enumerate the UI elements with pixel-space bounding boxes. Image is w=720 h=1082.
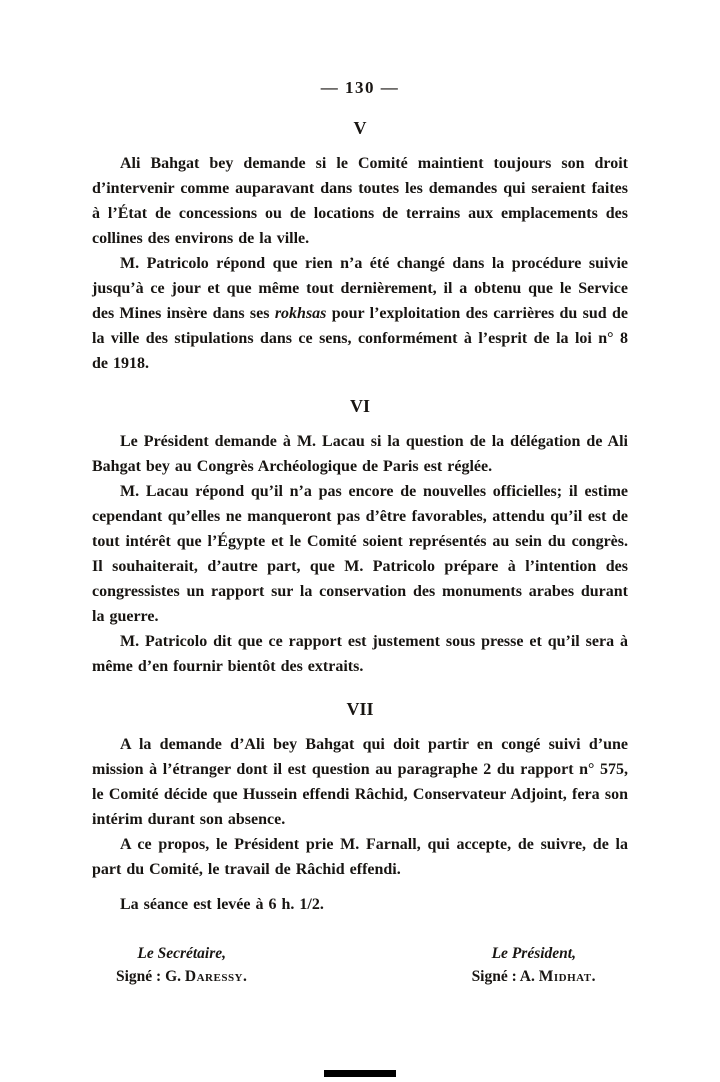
signed-prefix: Signé : A.: [471, 968, 539, 985]
section-vii-heading: VII: [346, 699, 374, 719]
signature-block: [92, 945, 628, 986]
paragraph-vii-2: A ce propos, le Président prie M. Farnall, qui accepte, de suivre, de la part du Comité, le travail de Râchid effendi.: [92, 836, 628, 878]
signature-name-president: [472, 968, 596, 986]
page-number: — 130 —: [320, 78, 400, 97]
section-vii: [92, 699, 628, 917]
paragraph-text: M. Patricolo répond que rien n’a été changé dans la procédure suivie jusqu’à ce jour et que même tout dernièrement, il a obtenu que le Service des Mines insère dans ses: [92, 255, 628, 322]
paragraph-vii-1: A la demande d’Ali bey Bahgat qui doit partir en congé suivi d’une mission à l’étranger dont il est question au paragraphe 2 du rapport n° 575, le Comité décide que Hussein effendi Râchid, Conservateur Adjoint, fera son intérim durant son absence.: [92, 736, 628, 828]
section-v-heading: V: [353, 118, 367, 138]
paragraph-vi-3: M. Patricolo dit que ce rapport est justement sous presse et qu’il sera à même d’en fournir bientôt des extraits.: [92, 633, 628, 675]
signature-secretary: [116, 945, 247, 986]
section-vi: [92, 396, 628, 679]
signed-prefix: Signé : G.: [116, 968, 185, 985]
paragraph-session-closed: La séance est levée à 6 h. 1/2.: [120, 896, 324, 913]
signed-surname: Daressy.: [184, 968, 248, 985]
paragraph-text: pour l’exploitation des carrières du sud de la ville des stipulations dans ce sens, conformément à l’esprit de la loi n° 8 de 1918.: [92, 305, 628, 372]
signature-role-president: Le Président,: [491, 945, 576, 962]
italic-term-rokhsas: rokhsas: [274, 305, 327, 322]
scan-artifact-mark: [324, 1070, 396, 1077]
section-vi-heading: VI: [349, 396, 370, 416]
paragraph-vi-2: M. Lacau répond qu’il n’a pas encore de nouvelles officielles; il estime cependant qu’elles ne manqueront pas d’être favorables, attendu qu’il est de tout intérêt que l’Égypte et le Comité soient représentés au sein du congrès. Il souhaiterait, d’autre part, que M. Patricolo prépare à l’intention des congressistes un rapport sur la conservation des monuments arabes durant la guerre.: [92, 483, 628, 625]
section-v: [92, 118, 628, 376]
signature-president: [472, 945, 596, 986]
signature-name-secretary: [116, 968, 247, 986]
paragraph-vi-1: Le Président demande à M. Lacau si la question de la délégation de Ali Bahgat bey au Congrès Archéologique de Paris est réglée.: [92, 433, 628, 475]
signature-role-secretary: Le Secrétaire,: [137, 945, 227, 962]
paragraph-v-1: Ali Bahgat bey demande si le Comité maintient toujours son droit d’intervenir comme auparavant dans toutes les demandes qui seraient faites à l’État de concessions ou de locations de terrains aux emplacements des collines des environs de la ville.: [92, 155, 628, 247]
paragraph-v-2: [92, 251, 628, 376]
signed-surname: Midhat.: [538, 968, 596, 985]
